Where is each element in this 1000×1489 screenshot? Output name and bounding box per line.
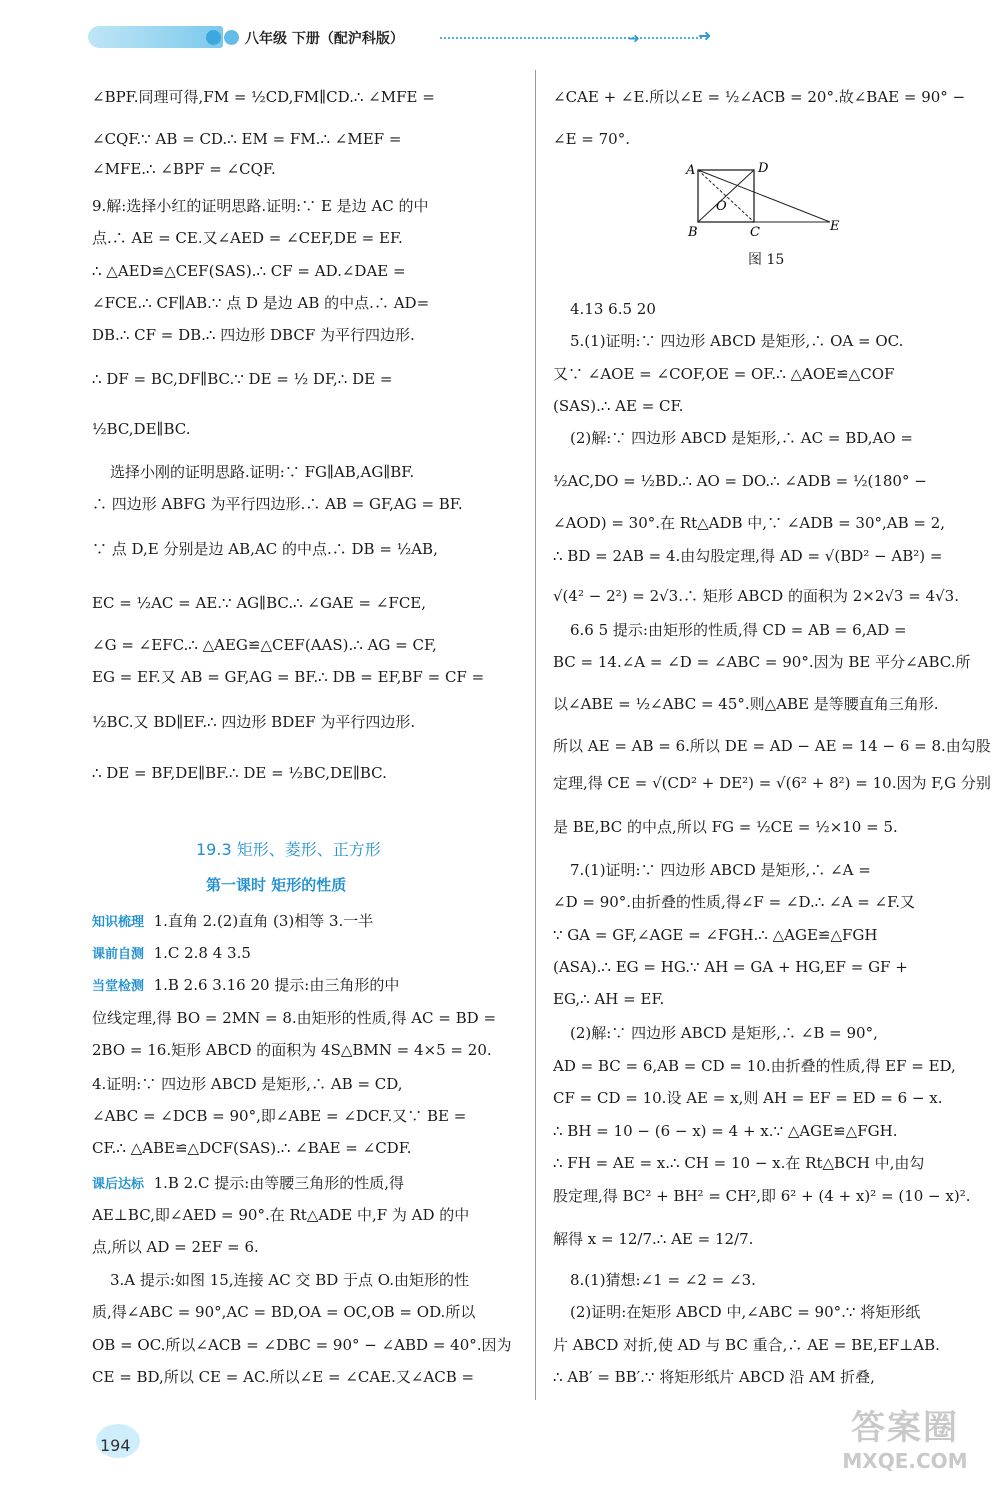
left-line: ∴ DF = BC,DF∥BC.∵ DE = ½ DF,∴ DE = — [92, 370, 393, 388]
right-line: ∴ BH = 10 − (6 − x) = 4 + x.∵ △AGE≌△FGH. — [553, 1122, 898, 1140]
section-title: 19.3 矩形、菱形、正方形 — [196, 840, 381, 859]
right-line: √(4² − 2²) = 2√3.∴ 矩形 ABCD 的面积为 2×2√3 = 4√3. — [553, 587, 959, 605]
watermark-url: MXQE.COM — [842, 1449, 968, 1473]
left-line: ∴ DE = BF,DE∥BF.∴ DE = ½BC,DE∥BC. — [92, 764, 387, 782]
answer-after: 1.B 2.C 提示:由等腰三角形的性质,得 — [153, 1174, 405, 1192]
right-line: BC = 14.∠A = ∠D = ∠ABC = 90°.因为 BE 平分∠ABC.所 — [553, 653, 971, 671]
right-line: 所以 AE = AB = 6.所以 DE = AD − AE = 14 − 6 = 8.由勾股 — [553, 737, 991, 755]
right-line: (2)解:∵ 四边形 ABCD 是矩形,∴ AC = BD,AO = — [570, 429, 913, 447]
label-d: D — [758, 161, 769, 176]
left-line: ∠FCE.∴ CF∥AB.∵ 点 D 是边 AB 的中点.∴ AD= — [92, 294, 430, 312]
right-line: ∠AOD) = 30°.在 Rt△ADB 中,∵ ∠ADB = 30°,AB = 2, — [553, 514, 946, 532]
right-line: 片 ABCD 对折,使 AD 与 BC 重合,∴ AE = BE,EF⊥AB. — [553, 1336, 940, 1354]
after-row — [92, 1174, 404, 1193]
left-line: EC = ½AC = AE.∵ AG∥BC.∴ ∠GAE = ∠FCE, — [92, 594, 427, 612]
left-line: 9.解:选择小红的证明思路.证明:∵ E 是边 AC 的中 — [92, 197, 429, 215]
right-line: AD = BC = 6,AB = CD = 10.由折叠的性质,得 EF = ED, — [553, 1057, 956, 1075]
left-line: 选择小刚的证明思路.证明:∵ FG∥AB,AG∥BF. — [110, 463, 415, 481]
knowledge-row — [92, 912, 373, 931]
left-line: ∵ 点 D,E 分别是边 AB,AC 的中点.∴ DB = ½AB, — [92, 540, 438, 558]
answer-classtest: 1.B 2.6 3.16 20 提示:由三角形的中 — [153, 976, 400, 994]
right-line: 是 BE,BC 的中点,所以 FG = ½CE = ½×10 = 5. — [553, 818, 898, 836]
left-line: 3.A 提示:如图 15,连接 AC 交 BD 于点 O.由矩形的性 — [110, 1271, 469, 1289]
left-line: 点.∴ AE = CE.又∠AED = ∠CEF,DE = EF. — [92, 229, 403, 247]
header-bubble-icon — [206, 30, 221, 45]
left-line: ∴ △AED≌△CEF(SAS).∴ CF = AD.∠DAE = — [92, 262, 406, 280]
right-line: ∠D = 90°.由折叠的性质,得∠F = ∠D.∴ ∠A = ∠F.又 — [553, 893, 915, 911]
header-dotted-line — [440, 37, 702, 39]
left-line: ∠ABC = ∠DCB = 90°,即∠ABE = ∠DCF.又∵ BE = — [92, 1107, 467, 1125]
left-line: CE = BD,所以 CE = AC.所以∠E = ∠CAE.又∠ACB = — [92, 1368, 475, 1386]
header-bubble-icon — [224, 30, 239, 45]
watermark-logo — [820, 1400, 990, 1480]
answer-knowledge: 1.直角 2.(2)直角 (3)相等 3.一半 — [153, 912, 374, 930]
header-arrow-icon: ➜ — [628, 31, 640, 47]
watermark-text: 答案圈 — [851, 1408, 959, 1448]
header-arrow-icon: ➜ — [698, 26, 712, 45]
left-line: ½BC,DE∥BC. — [92, 420, 191, 438]
right-line: EG,∴ AH = EF. — [553, 990, 665, 1008]
subsection-title: 第一课时 矩形的性质 — [206, 876, 347, 894]
left-line: ∠MFE.∴ ∠BPF = ∠CQF. — [92, 160, 276, 178]
right-line: 又∵ ∠AOE = ∠COF,OE = OF.∴ △AOE≌△COF — [553, 365, 895, 383]
left-line: 4.证明:∵ 四边形 ABCD 是矩形,∴ AB = CD, — [92, 1075, 403, 1093]
right-line: (2)解:∵ 四边形 ABCD 是矩形,∴ ∠B = 90°, — [570, 1024, 878, 1042]
header-title: 八年级 下册（配沪科版） — [245, 31, 404, 47]
right-line: ∠CAE + ∠E.所以∠E = ½∠ACB = 20°.故∠BAE = 90° − — [553, 88, 966, 106]
right-line: ∵ GA = GF,∠AGE = ∠FGH.∴ △AGE≌△FGH — [553, 926, 878, 944]
right-line: 8.(1)猜想:∠1 = ∠2 = ∠3. — [570, 1271, 756, 1289]
left-line: 点,所以 AD = 2EF = 6. — [92, 1238, 259, 1256]
left-line: 位线定理,得 BO = 2MN = 8.由矩形的性质,得 AC = BD = — [92, 1009, 497, 1027]
left-line: ∠CQF.∵ AB = CD.∴ EM = FM.∴ ∠MEF = — [92, 130, 402, 148]
page-number: 194 — [100, 1436, 131, 1455]
right-line: 以∠ABE = ½∠ABC = 45°.则△ABE 是等腰直角三角形. — [553, 695, 939, 713]
tag-knowledge: 知识梳理 — [92, 915, 145, 930]
right-line: 5.(1)证明:∵ 四边形 ABCD 是矩形,∴ OA = OC. — [570, 332, 904, 350]
left-line: ½BC.又 BD∥EF.∴ 四边形 BDEF 为平行四边形. — [92, 713, 416, 731]
right-line: ∴ BD = 2AB = 4.由勾股定理,得 AD = √(BD² − AB²) = — [553, 547, 943, 565]
right-line: 7.(1)证明:∵ 四边形 ABCD 是矩形,∴ ∠A = — [570, 861, 871, 879]
segment-ae — [698, 170, 830, 222]
right-line: ∠E = 70°. — [553, 130, 630, 148]
right-line: CF = CD = 10.设 AE = x,则 AH = EF = ED = 6 − x. — [553, 1089, 943, 1107]
right-line: (2)证明:在矩形 ABCD 中,∠ABC = 90°.∵ 将矩形纸 — [570, 1303, 921, 1321]
label-e: E — [830, 219, 840, 234]
right-line: 股定理,得 BC² + BH² = CH²,即 6² + (4 + x)² = (10 − x)². — [553, 1187, 971, 1205]
left-line: ∠G = ∠EFC.∴ △AEG≌△CEF(AAS).∴ AG = CF, — [92, 636, 437, 654]
left-line: DB.∴ CF = DB.∴ 四边形 DBCF 为平行四边形. — [92, 326, 415, 344]
pretest-row — [92, 944, 251, 963]
left-line: 质,得∠ABC = 90°,AC = BD,OA = OC,OB = OD.所以 — [92, 1303, 476, 1321]
label-o: O — [716, 199, 727, 214]
right-line: (ASA).∴ EG = HG.∵ AH = GA + HG,EF = GF + — [553, 958, 908, 976]
right-line: ½AC,DO = ½BD.∴ AO = DO.∴ ∠ADB = ½(180° − — [553, 472, 927, 490]
figure-caption: 图 15 — [748, 252, 785, 268]
right-line: ∴ FH = AE = x.∴ CH = 10 − x.在 Rt△BCH 中,由勾 — [553, 1154, 925, 1172]
header-decoration-band — [88, 26, 223, 48]
left-line: 2BO = 16.矩形 ABCD 的面积为 4S△BMN = 4×5 = 20. — [92, 1041, 492, 1059]
geometry-figure-15 — [680, 158, 850, 240]
tag-classtest: 当堂检测 — [92, 979, 145, 994]
left-line: ∠BPF.同理可得,FM = ½CD,FM∥CD.∴ ∠MFE = — [92, 88, 435, 106]
label-c: C — [750, 225, 760, 240]
left-line: CF.∴ △ABE≌△DCF(SAS).∴ ∠BAE = ∠CDF. — [92, 1139, 412, 1157]
right-line: (SAS).∴ AE = CF. — [553, 397, 684, 415]
left-line: AE⊥BC,即∠AED = 90°.在 Rt△ADE 中,F 为 AD 的中 — [92, 1206, 470, 1224]
label-a: A — [686, 163, 696, 178]
answer-pretest: 1.C 2.8 4 3.5 — [153, 944, 251, 962]
left-line: EG = EF.又 AB = GF,AG = BF.∴ DB = EF,BF = CF = — [92, 668, 485, 686]
left-line: OB = OC.所以∠ACB = ∠DBC = 90° − ∠ABD = 40°.因为 — [92, 1336, 512, 1354]
right-line: 定理,得 CE = √(CD² + DE²) = √(6² + 8²) = 10.因为 F,G 分别 — [553, 774, 991, 792]
right-line: 6.6 5 提示:由矩形的性质,得 CD = AB = 6,AD = — [570, 621, 907, 639]
left-line: ∴ 四边形 ABFG 为平行四边形.∴ AB = GF,AG = BF. — [92, 495, 463, 513]
right-line: 4.13 6.5 20 — [570, 300, 656, 318]
classtest-row — [92, 976, 399, 995]
right-line: 解得 x = 12/7.∴ AE = 12/7. — [553, 1230, 754, 1248]
column-divider — [535, 70, 536, 1400]
page-header — [0, 0, 1000, 70]
right-line: ∴ AB′ = BB′.∵ 将矩形纸片 ABCD 沿 AM 折叠, — [553, 1368, 875, 1386]
tag-after: 课后达标 — [92, 1177, 145, 1192]
label-b: B — [688, 225, 698, 240]
tag-pretest: 课前自测 — [92, 947, 145, 962]
